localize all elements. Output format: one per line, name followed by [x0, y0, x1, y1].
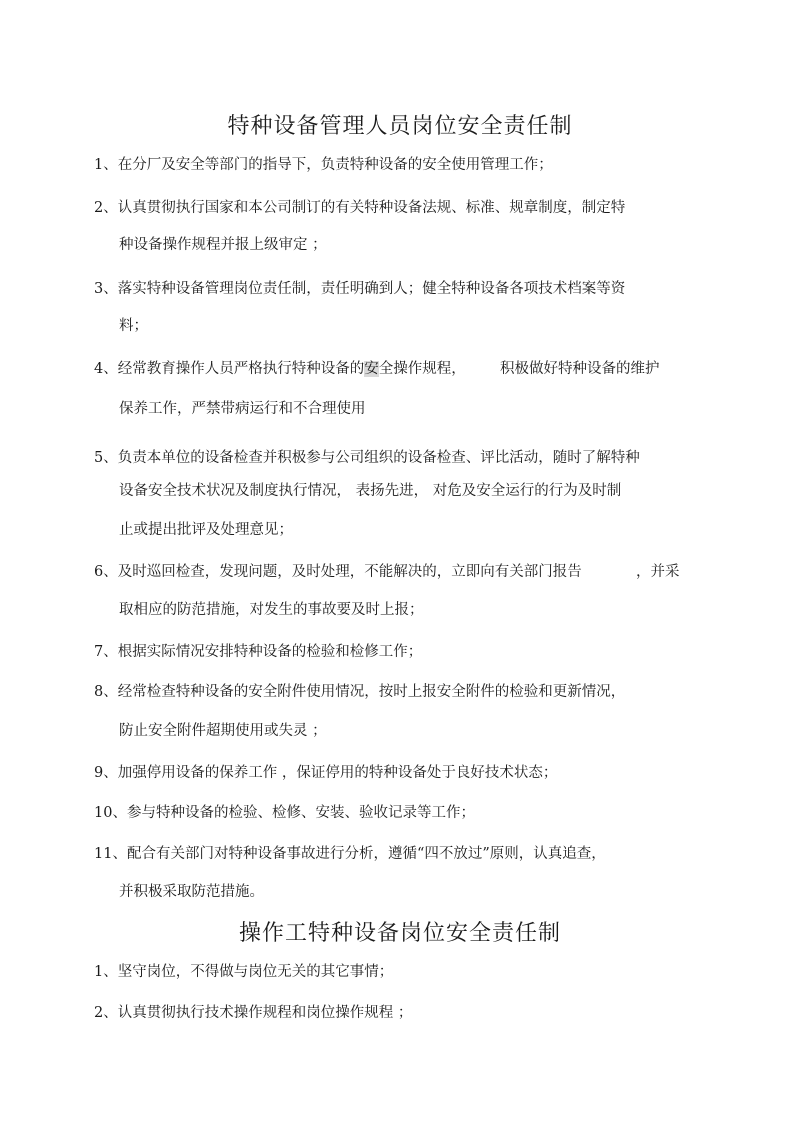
list-item-2-line-2: 种设备操作规程并报上级审定 ； — [119, 237, 327, 253]
list-item-1: 1、在分厂及安全等部门的指导下，负责特种设备的安全使用管理工作； — [94, 157, 553, 173]
list-item-8-line-1: 8、经常检查特种设备的安全附件使用情况，按时上报安全附件的检验和更新情况， — [94, 684, 626, 700]
list-item-4-number: 4、 — [94, 361, 118, 377]
highlighted-character: 安 — [364, 361, 379, 377]
list-item-5-line-2: 设备安全技术状况及制度执行情况， 表扬先进， 对危及安全运行的行为及时制 — [119, 483, 622, 499]
list-item-8-line-2: 防止安全附件超期使用或失灵 ； — [119, 723, 327, 739]
list-item-5-line-3: 止或提出批评及处理意见； — [119, 522, 293, 538]
list-item-10: 10、参与特种设备的检验、检修、安装、验收记录等工作； — [94, 805, 475, 821]
list-item-4-line-2: 保养工作，严禁带病运行和不合理使用 — [119, 401, 366, 417]
list-item-9: 9、加强停用设备的保养工作 ，保证停用的特种设备处于良好技术状态； — [94, 765, 558, 781]
list-item-11-line-1: 11、配合有关部门对特种设备事故进行分析，遵循“四不放过”原则，认真追查， — [94, 846, 606, 862]
list-item-6-line-1: 6、及时巡回检查，发现问题，及时处理，不能解决的，立即向有关部门报告 — [94, 564, 582, 580]
list-item-3-line-2: 料； — [119, 318, 148, 334]
section2-list-item-2: 2、认真贯彻执行技术操作规程和岗位操作规程 ； — [94, 1005, 413, 1021]
list-item-11-line-2: 并积极采取防范措施。 — [119, 884, 264, 900]
list-item-4-line-1: 4、经常教育操作人员严格执行特种设备的安全操作规程， — [94, 361, 466, 377]
list-item-7: 7、根据实际情况安排特种设备的检验和检修工作； — [94, 644, 423, 660]
list-item-2-line-1: 2、认真贯彻执行国家和本公司制订的有关特种设备法规、标准、规章制度，制定特 — [94, 200, 626, 216]
list-item-6-line-2: 取相应的防范措施，对发生的事故要及时上报； — [119, 602, 424, 618]
list-item-4-line-1-tail: 积极做好特种设备的维护 — [500, 361, 660, 377]
section2-list-item-1: 1、坚守岗位，不得做与岗位无关的其它事情； — [94, 964, 394, 980]
section1-title: 特种设备管理人员岗位安全责任制 — [227, 114, 573, 139]
list-item-6-line-1-tail: ，并采 — [636, 564, 680, 580]
section2-title: 操作工特种设备岗位安全责任制 — [238, 921, 561, 946]
list-item-3-line-1: 3、落实特种设备管理岗位责任制，责任明确到人；健全特种设备各项技术档案等资 — [94, 281, 626, 297]
list-item-5-line-1: 5、负责本单位的设备检查并积极参与公司组织的设备检查、评比活动，随时了解特种 — [94, 450, 640, 466]
